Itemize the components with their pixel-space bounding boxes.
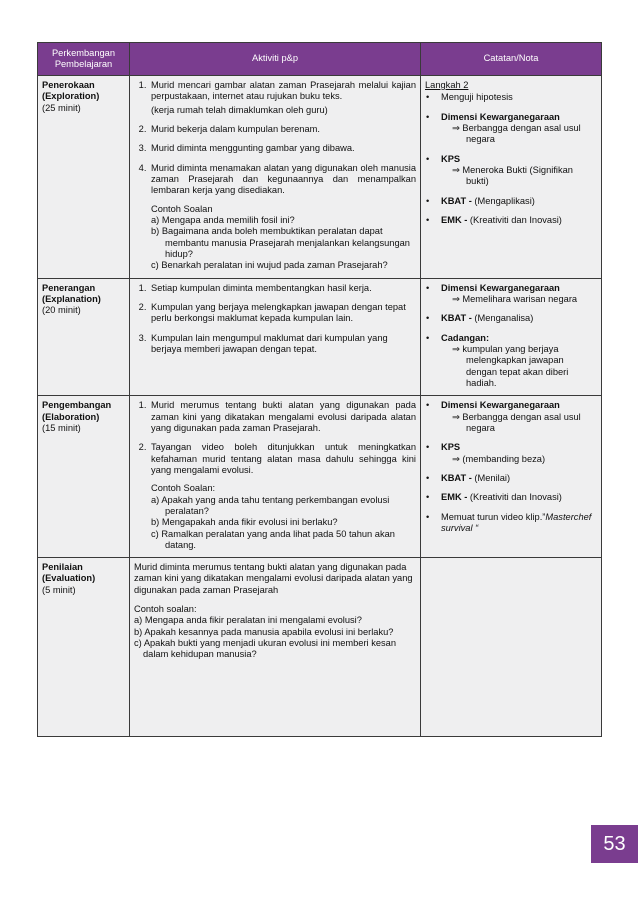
- list-item: [437, 283, 597, 306]
- header-notes: Catatan/Nota: [421, 43, 602, 76]
- note-key: KBAT -: [441, 195, 475, 206]
- stage-title: Penerangan: [42, 282, 96, 293]
- page-number-badge: 53: [591, 825, 638, 863]
- question-list: [151, 495, 416, 552]
- note-key: Dimensi Kewarganegaraan: [441, 111, 560, 122]
- note-key: KPS: [441, 153, 461, 164]
- list-item: 2. Kumpulan yang berjaya melengkapkan jawapan dengan tepat perlu berkongsi maklumat kepada kumpulan lain.: [149, 302, 416, 325]
- stage-duration: (5 minit): [42, 584, 76, 595]
- activities-cell: [130, 558, 421, 737]
- lesson-plan-page: [37, 42, 601, 737]
- list-item: b) Apakah kesannya pada manusia apabila evolusi ini berlaku?: [134, 626, 394, 637]
- list-item: [437, 473, 597, 484]
- video-note: Memuat turun video klip.”: [441, 511, 546, 522]
- list-item: 2. Murid bekerja dalam kumpulan berenam.: [149, 124, 416, 135]
- note-key: EMK -: [441, 214, 470, 225]
- stage-title-en: (Explanation): [42, 293, 101, 304]
- list-item: 3. Kumpulan lain mengumpul maklumat dari kumpulan yang berjaya memberi jawapan dengan tepat.: [149, 333, 416, 356]
- sample-questions: [151, 483, 416, 551]
- questions-title: Contoh Soalan: [151, 203, 213, 214]
- stage-title-en: (Elaboration): [42, 411, 100, 422]
- list-item: a) Mengapa anda fikir peralatan ini mengalami evolusi?: [134, 615, 362, 626]
- list-item: a) Mengapa anda memilih fosil ini?: [151, 214, 295, 225]
- list-item: c) Ramalkan peralatan yang anda lihat pada 50 tahun akan datang.: [151, 528, 395, 550]
- sample-questions: [151, 204, 416, 272]
- activities-cell: [130, 396, 421, 558]
- notes-heading: Langkah 2: [425, 80, 469, 90]
- note-sub: ⇒ Berbangga dengan asal usul negara: [452, 411, 581, 433]
- stage-cell: [38, 396, 130, 558]
- note-key: KBAT -: [441, 472, 475, 483]
- activities-cell: [130, 76, 421, 279]
- stage-cell: [38, 558, 130, 737]
- note-text: (Kreativiti dan Inovasi): [469, 214, 562, 225]
- notes-cell: [421, 76, 602, 279]
- header-stage: Perkembangan Pembelajaran: [38, 43, 130, 76]
- question-list: [151, 215, 416, 272]
- activities-cell: [130, 278, 421, 396]
- notes-cell: [421, 558, 602, 737]
- list-item: [437, 92, 597, 103]
- evaluation-intro: Murid diminta merumus tentang bukti alatan yang digunakan pada zaman kini yang dikatakan mengalami evolusi daripada alatan yang digunakan pada zaman Prasejarah: [134, 562, 413, 595]
- stage-duration: (20 minit): [42, 305, 81, 316]
- list-item: b) Bagaimana anda boleh membuktikan peralatan dapat membantu manusia Prasejarah menjalankan kelangsungan hidup?: [151, 226, 410, 259]
- list-item: [437, 512, 597, 535]
- list-item: [149, 442, 416, 551]
- note-text: (Kreativiti dan Inovasi): [469, 492, 562, 503]
- activity-text: Murid mencari gambar alatan zaman Prasejarah melalui kajian perpustakaan, internet atau rujukan buku teks.: [151, 80, 416, 102]
- activity-list: [134, 80, 416, 272]
- notes-cell: [421, 396, 602, 558]
- note-text: (Menganalisa): [474, 313, 534, 324]
- list-item: [437, 313, 597, 324]
- activity-note: (kerja rumah telah dimaklumkan oleh guru): [151, 104, 328, 115]
- list-item: [149, 80, 416, 116]
- list-item: [437, 154, 597, 188]
- stage-title-en: (Evaluation): [42, 573, 96, 584]
- note-key: Dimensi Kewarganegaraan: [441, 400, 560, 411]
- list-item: [437, 333, 597, 390]
- list-item: [437, 442, 597, 465]
- note-key: KPS: [441, 442, 461, 453]
- stage-title: Penilaian: [42, 562, 83, 573]
- list-item: [437, 112, 597, 146]
- activity-list: [134, 400, 416, 551]
- note-key: KBAT -: [441, 313, 475, 324]
- stage-cell: [38, 278, 130, 396]
- header-activities: Aktiviti p&p: [130, 43, 421, 76]
- questions-title: Contoh soalan:: [134, 604, 197, 615]
- list-item: 3. Murid diminta menggunting gambar yang dibawa.: [149, 143, 416, 154]
- note-key: Cadangan:: [441, 332, 490, 343]
- note-sub: ⇒ kumpulan yang berjaya melengkapkan jawapan dengan tepat akan diberi hadiah.: [452, 343, 569, 388]
- notes-list: [425, 400, 597, 534]
- stage-duration: (15 minit): [42, 422, 81, 433]
- stage-title: Pengembangan: [42, 400, 112, 411]
- note-text: Menguji hipotesis: [441, 92, 513, 103]
- table-row: [38, 76, 602, 279]
- list-item: a) Apakah yang anda tahu tentang perkembangan evolusi peralatan?: [151, 494, 390, 516]
- list-item: c) Apakah bukti yang menjadi ukuran evolusi ini memberi kesan dalam kehidupan manusia?: [134, 638, 397, 660]
- list-item: [437, 196, 597, 207]
- notes-list: [425, 92, 597, 226]
- note-text: (Mengaplikasi): [474, 195, 535, 206]
- note-sub: ⇒ (membanding beza): [452, 453, 546, 464]
- note-key: EMK -: [441, 492, 470, 503]
- list-item: b) Mengapakah anda fikir evolusi ini berlaku?: [151, 517, 338, 528]
- video-note-title: Masterchef survival “: [441, 511, 592, 533]
- notes-list: [425, 283, 597, 390]
- list-item: [437, 400, 597, 434]
- table-header-row: [38, 43, 602, 76]
- note-key: Dimensi Kewarganegaraan: [441, 282, 560, 293]
- stage-duration: (25 minit): [42, 102, 81, 113]
- table-row: [38, 278, 602, 396]
- note-sub: ⇒ Memelihara warisan negara: [452, 293, 578, 304]
- stage-title: Penerokaan: [42, 80, 95, 90]
- activity-text: Tayangan video boleh ditunjukkan untuk meningkatkan kefahaman murid tentang alatan masa dahulu sehingga kini yang mengalami evolusi.: [151, 442, 416, 475]
- stage-title-en: (Exploration): [42, 91, 100, 102]
- activity-text: Murid diminta menamakan alatan yang digunakan oleh manusia zaman Prasejarah dan kegunaannya dan menampalkan lembaran kerja yang disediakan.: [151, 162, 416, 196]
- table-row: [38, 396, 602, 558]
- note-text: (Menilai): [474, 472, 511, 483]
- question-list: [134, 615, 416, 660]
- note-sub: ⇒ Meneroka Bukti (Signifikan bukti): [452, 164, 573, 187]
- note-sub: ⇒ Berbangga dengan asal usul negara: [452, 122, 581, 145]
- list-item: c) Benarkah peralatan ini wujud pada zaman Prasejarah?: [151, 260, 388, 271]
- questions-title: Contoh Soalan:: [151, 483, 216, 494]
- list-item: [437, 492, 597, 503]
- list-item: 1. Murid merumus tentang bukti alatan yang digunakan pada zaman kini yang dikatakan mengalami evolusi daripada alatan yang digunakan pada zaman Prasejarah.: [149, 400, 416, 434]
- list-item: [149, 163, 416, 272]
- stage-cell: [38, 76, 130, 279]
- list-item: 1. Setiap kumpulan diminta membentangkan hasil kerja.: [149, 283, 416, 294]
- lesson-plan-table: [37, 42, 602, 737]
- list-item: [437, 215, 597, 226]
- table-row: [38, 558, 602, 737]
- notes-cell: [421, 278, 602, 396]
- activity-list: [134, 283, 416, 356]
- sample-questions: [134, 604, 416, 661]
